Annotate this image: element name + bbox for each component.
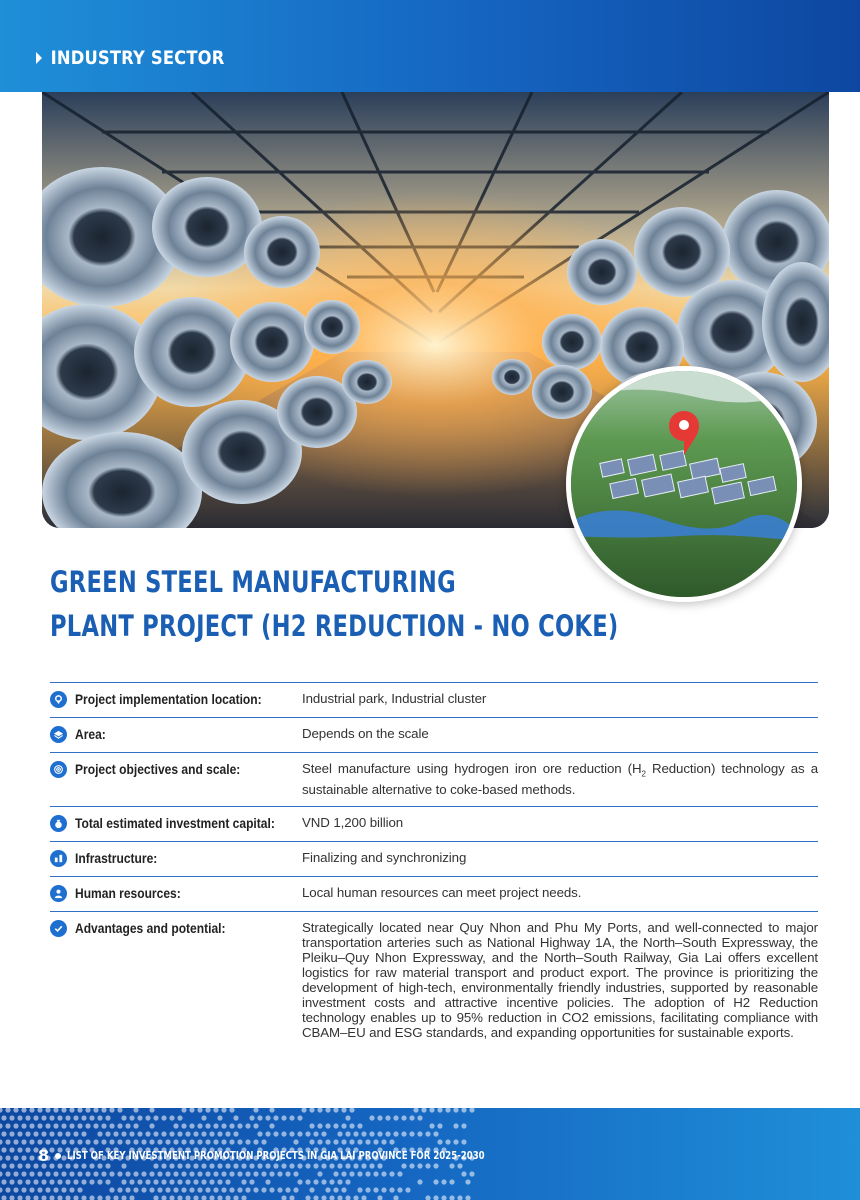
info-value: Finalizing and synchronizing <box>302 849 467 865</box>
info-value: Steel manufacture using hydrogen iron ore reduction ($H_2$ Reduction) technology as a sustainable alternative to coke-based methods. <box>302 761 818 797</box>
info-label: Total estimated investment capital: <box>50 815 302 832</box>
info-value: Industrial park, Industrial cluster <box>302 691 487 706</box>
info-row-investment <box>50 807 818 842</box>
header-band <box>0 0 860 92</box>
section-label <box>36 44 224 72</box>
info-value: Local human resources can meet project needs. <box>302 884 582 900</box>
infrastructure-icon <box>50 850 67 867</box>
info-row-area <box>50 718 818 753</box>
info-label: Project objectives and scale: <box>50 761 302 797</box>
page-title <box>50 560 619 648</box>
page-number: 8 <box>38 1146 50 1165</box>
info-value: Strategically located near Quy Nhon and Phu My Ports, and well-connected to major transportation arteries such as National Highway 1A, the North–South Expressway, the Pleiku–Quy Nhon Expressway, and the North–South Railway, Gia Lai offers excellent logistics for raw material transport and product export. The province is prioritizing the development of high-tech, environmentally friendly industries, supported by reasonable investment costs and attractive incentive policies. The adoption of H2 Reduction technology enables up to 95% reduction in CO2 emissions, facilitating compliance with CBAM–EU and ESG standards, and expanding opportunities for sustainable exports. <box>302 919 818 1040</box>
info-value: Depends on the scale <box>302 726 429 741</box>
target-icon <box>50 761 67 778</box>
checkmark-icon <box>50 920 67 937</box>
info-label: Advantages and potential: <box>50 920 302 1040</box>
footer-text <box>38 1146 603 1165</box>
money-bag-icon <box>50 815 67 832</box>
title-line-1: GREEN STEEL MANUFACTURING <box>50 565 456 599</box>
section-label-text: INDUSTRY SECTOR <box>50 47 225 69</box>
info-row-human-resources <box>50 877 818 912</box>
project-info-table <box>50 682 818 1049</box>
info-value: VND 1,200 billion <box>302 814 404 830</box>
area-layers-icon <box>50 726 67 743</box>
footer-caption: LIST OF KEY INVESTMENT PROMOTION PROJECTS IN GIA LAI PROVINCE FOR 2025-2030 <box>67 1149 485 1162</box>
info-label: Project implementation location: <box>50 691 302 708</box>
person-icon <box>50 885 67 902</box>
title-line-2: PLANT PROJECT (H2 REDUCTION - NO COKE) <box>50 609 619 643</box>
info-row-location <box>50 683 818 718</box>
info-row-advantages <box>50 912 818 1049</box>
footer-band <box>0 1108 860 1200</box>
footer-bullet-icon <box>55 1153 61 1159</box>
info-label: Infrastructure: <box>50 850 302 867</box>
location-pin-icon <box>50 691 67 708</box>
info-label: Area: <box>50 726 302 743</box>
triangle-bullet-icon <box>36 52 42 64</box>
info-label: Human resources: <box>50 885 302 902</box>
info-row-infrastructure <box>50 842 818 877</box>
info-row-objectives <box>50 753 818 807</box>
